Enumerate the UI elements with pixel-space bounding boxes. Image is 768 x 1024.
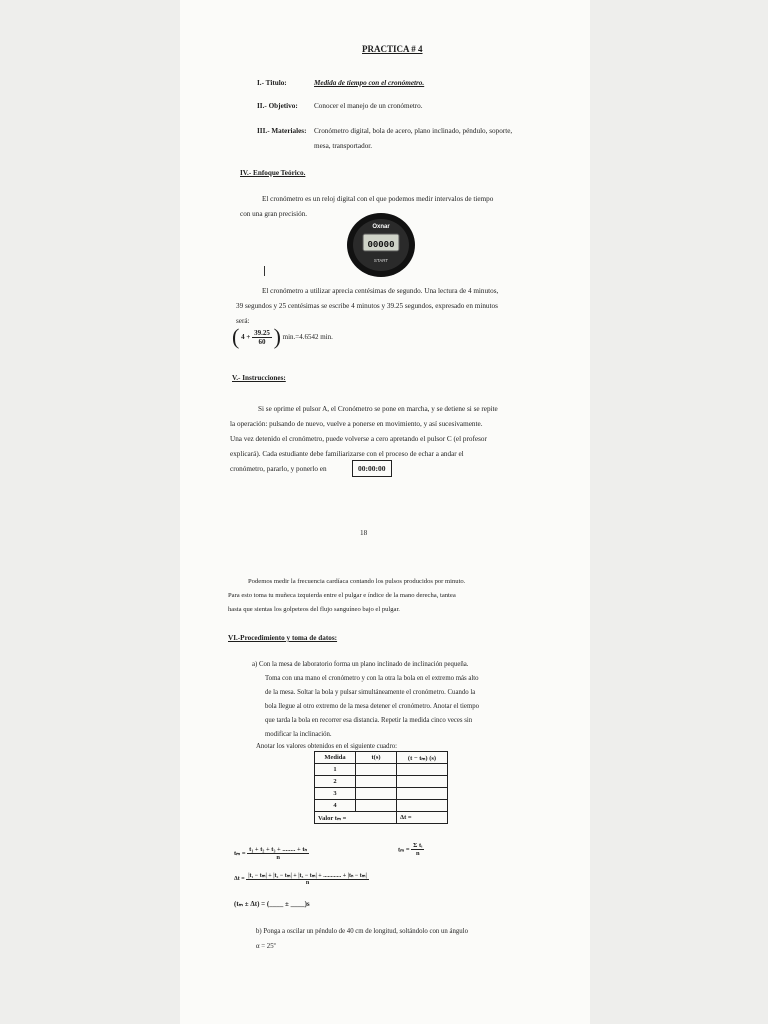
stopwatch-brand: Oxnar <box>372 224 390 230</box>
proc-a-line1: a) Con la mesa de laboratorio forma un plano inclinado de inclinación pequeña. <box>252 661 469 668</box>
formula-int: 4 + <box>241 333 251 341</box>
result-formula: (tₘ ± Δt) = (____ ± ____)s <box>234 900 310 908</box>
tm-sum-formula <box>398 842 424 857</box>
table-cell-empty <box>356 800 397 812</box>
tm2-fraction <box>411 842 424 857</box>
table-footer-dt: Δt = <box>397 812 448 824</box>
formula-denominator: 60 <box>258 337 266 346</box>
table-cell-empty <box>397 776 448 788</box>
dt-numerator: |t₁ − tₘ| + |t₂ − tₘ| + |t₃ − tₘ| + ............ + |tₙ − tₘ| <box>248 873 367 879</box>
table-header-row <box>315 752 448 764</box>
instr-line3: Una vez detenido el cronómetro, puede volverse a cero apretando el pulsor C (el profesor <box>230 435 487 443</box>
tm2-numerator: Σ tᵢ <box>413 842 423 849</box>
materiales-label: III.- Materiales: <box>257 127 307 135</box>
dt-fraction <box>246 872 369 886</box>
tm-numerator: t₁ + t₂ + t₃ + ........ + tₙ <box>249 846 308 853</box>
titulo-value: Medida de tiempo con el cronómetro. <box>314 79 425 87</box>
instr-line5: cronómetro, pararlo, y ponerlo en <box>230 465 327 473</box>
formula-open-paren: ( <box>232 324 240 349</box>
instrucciones-heading: V.- Instrucciones: <box>232 374 286 382</box>
table-cell-medida: 3 <box>315 788 356 800</box>
stopwatch-image <box>346 212 416 278</box>
minutes-formula <box>232 324 333 350</box>
tm-lhs: tₘ = <box>234 850 246 857</box>
dt-lhs: Δt = <box>234 876 245 882</box>
enfoque-heading: IV.- Enfoque Teórico. <box>240 169 306 177</box>
proc-a-line5: que tarda la bola en recorrer esa distancia. Repetir la medida cinco veces sin <box>265 717 473 724</box>
table-cell-empty <box>397 800 448 812</box>
dt-denominator: n <box>305 880 310 886</box>
enfoque-p2-line2: 39 segundos y 25 centésimas se escribe 4 minutos y 39.25 segundos, expresado en minutos <box>236 302 498 310</box>
table-row <box>315 776 448 788</box>
objetivo-label: II.- Objetivo: <box>257 102 298 110</box>
page-number: 18 <box>360 529 368 537</box>
table-row <box>315 800 448 812</box>
dt-formula <box>234 872 369 886</box>
table-cell-medida: 2 <box>315 776 356 788</box>
pulse-line2: Para esto toma tu muñeca izquierda entre el pulgar e índice de la mano derecha, tantea <box>228 592 456 599</box>
materiales-value-line2: mesa, transportador. <box>314 142 373 150</box>
table-cell-empty <box>356 776 397 788</box>
enfoque-p1-line1: El cronómetro es un reloj digital con el que podemos medir intervalos de tiempo <box>262 195 494 203</box>
stopwatch-bottom-label: START <box>373 258 389 263</box>
proc-a-line4: bola llegue al otro extremo de la mesa detener el cronómetro. Anotar el tiempo <box>265 703 480 710</box>
document-page <box>180 0 590 1024</box>
proc-b-line2: α = 25º <box>256 943 276 950</box>
tm-denominator: n <box>276 854 280 861</box>
table-row <box>315 764 448 776</box>
formula-close-paren: ) <box>273 324 281 349</box>
table-cell-empty <box>397 764 448 776</box>
table-row <box>315 788 448 800</box>
table-cell-empty <box>356 764 397 776</box>
anotar-line: Anotar los valores obtenidos en el siguiente cuadro: <box>256 743 397 750</box>
table-header-medida: Medida <box>315 752 356 764</box>
materiales-value-line1: Cronómetro digital, bola de acero, plano inclinado, péndulo, soporte, <box>314 127 513 135</box>
table-header-t-minus-tm: (t − tₘ) (s) <box>397 752 448 764</box>
data-table <box>314 751 448 824</box>
proc-b-line1: b) Ponga a oscilar un péndulo de 40 cm de longitud, soltándolo con un ángulo <box>256 928 468 935</box>
instr-line1: Si se oprime el pulsor A, el Cronómetro se pone en marcha, y se detiene si se repite <box>258 405 498 413</box>
formula-result: min.=4.6542 min. <box>282 333 333 341</box>
stopwatch-display: 00000 <box>367 240 395 250</box>
tm2-lhs: tₘ = <box>398 846 410 854</box>
table-header-t: t(s) <box>356 752 397 764</box>
instr-line4: explicará). Cada estudiante debe familiarizarse con el proceso de echar a andar el <box>230 450 464 458</box>
table-footer-row <box>315 812 448 824</box>
objetivo-value: Conocer el manejo de un cronómetro. <box>314 102 423 110</box>
enfoque-p2-line3: será: <box>236 317 250 325</box>
tm2-denominator: n <box>415 850 420 857</box>
proc-a-line6: modificar la inclinación. <box>265 731 332 738</box>
pulse-line3: hasta que sientas los golpeteos del flujo sanguíneo bajo el pulgar. <box>228 606 400 613</box>
proc-a-line3: de la mesa. Soltar la bola y pulsar simultáneamente el cronómetro. Cuando la <box>265 689 476 696</box>
table-cell-empty <box>356 788 397 800</box>
table-cell-medida: 4 <box>315 800 356 812</box>
stray-mark <box>264 266 265 276</box>
table-cell-empty <box>397 788 448 800</box>
page-title: PRACTICA # 4 <box>362 44 423 54</box>
table-footer-tm: Valor tₘ = <box>315 812 397 824</box>
tm-formula <box>234 845 309 861</box>
table-cell-medida: 1 <box>315 764 356 776</box>
enfoque-p1-line2: con una gran precisión. <box>240 210 308 218</box>
titulo-label: I.- Titulo: <box>257 79 287 87</box>
tm-fraction <box>247 845 309 861</box>
formula-fraction <box>252 329 272 346</box>
formula-numerator: 39.25 <box>254 328 270 337</box>
pulse-line1: Podemos medir la frecuencia cardíaca contando los pulsos producidos por minuto. <box>248 578 466 585</box>
procedimiento-heading: VI.-Procedimiento y toma de datos: <box>228 634 338 642</box>
instr-line2: la operación: pulsando de nuevo, vuelve a ponerse en movimiento, y así sucesivamente. <box>230 420 483 428</box>
enfoque-p2-line1: El cronómetro a utilizar aprecia centésimas de segundo. Una lectura de 4 minutos, <box>262 287 499 295</box>
proc-a-line2: Toma con una mano el cronómetro y con la otra la bola en el extremo más alto <box>265 675 479 682</box>
zero-display-box: 00:00:00 <box>352 460 392 477</box>
